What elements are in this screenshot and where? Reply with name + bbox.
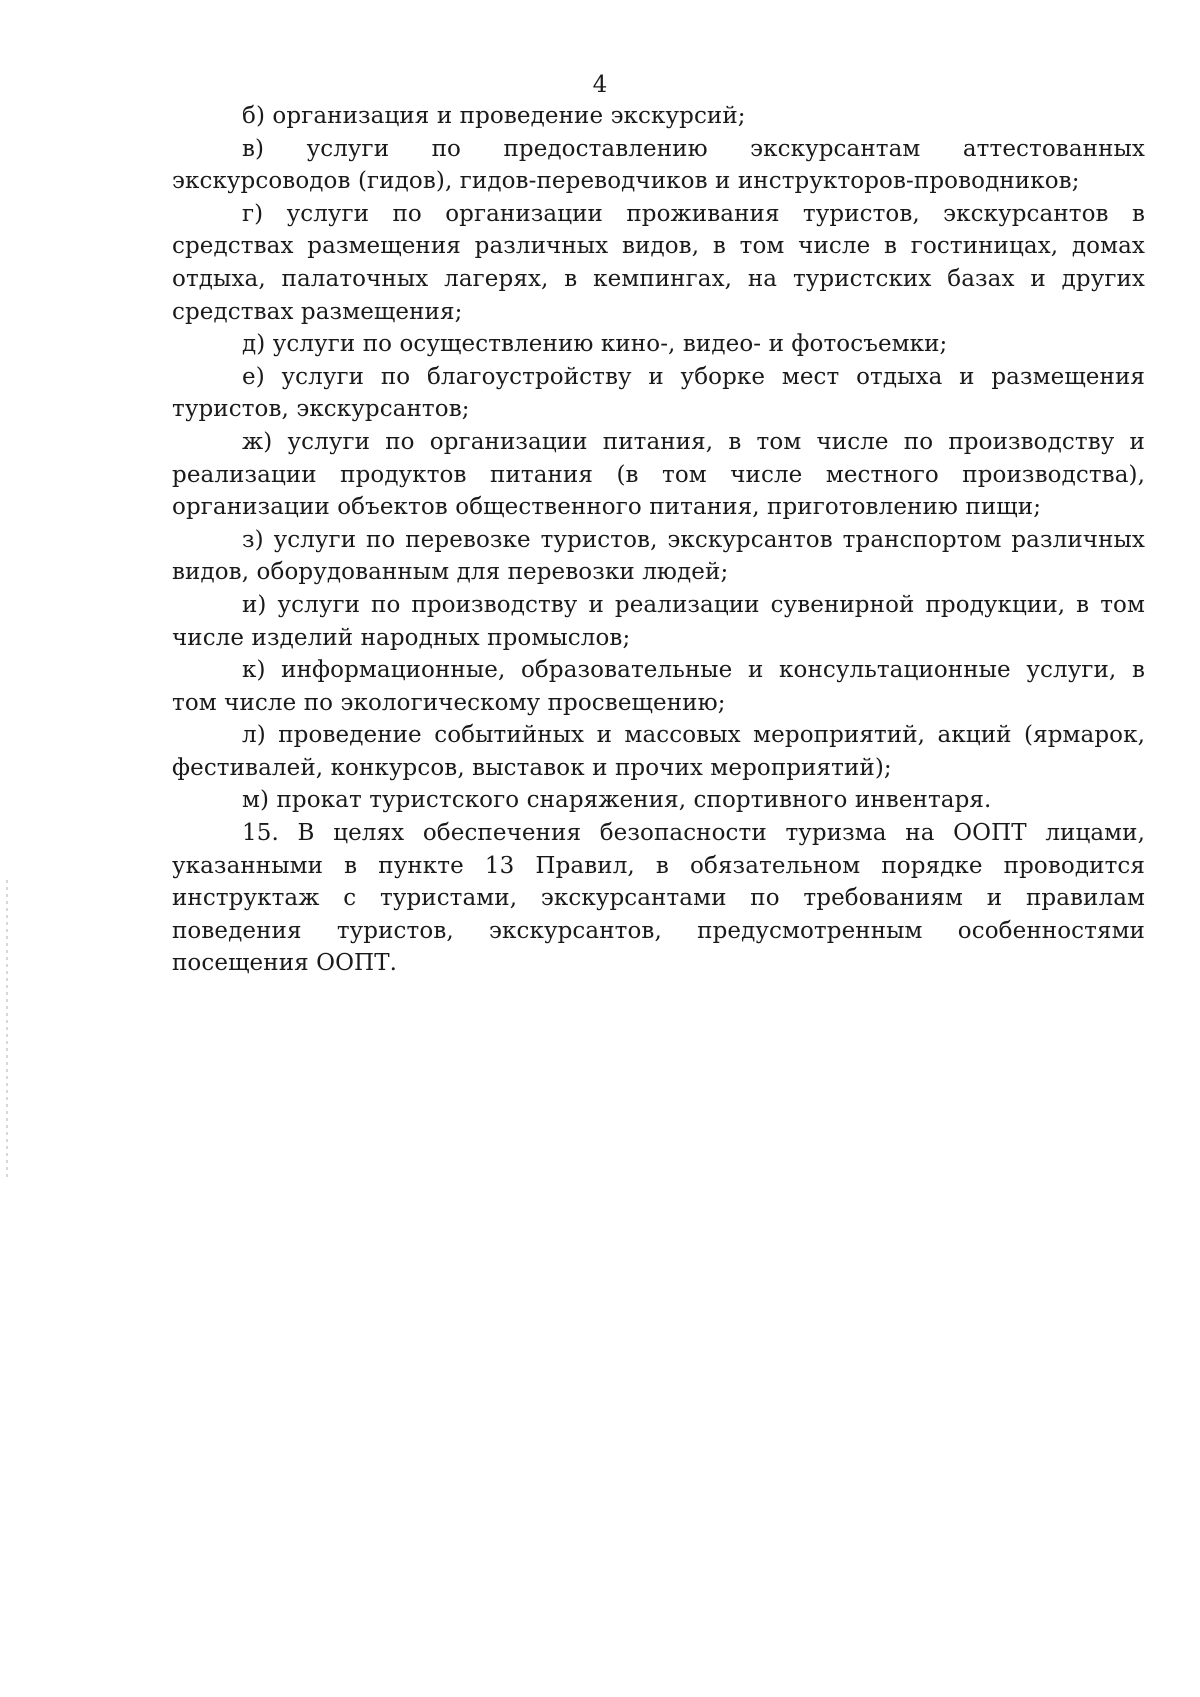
clause-15: 15. В целях обеспечения безопасности туризма на ООПТ лицами, указанными в пункте 13 Правил, в обязательном порядке проводится инструктаж с туристами, экскурсантами по требованиям и правилам поведения туристов, экскурсантов, предусмотренным особенностями посещения ООПТ. [172,820,1145,977]
list-item-d: д) услуги по осуществлению кино-, видео- и фотосъемки; [242,331,948,358]
list-item-l: л) проведение событийных и массовых мероприятий, акций (ярмарок, фестивалей, конкурсов, выставок и прочих мероприятий); [172,722,1145,781]
scan-margin-mark [6,880,8,1180]
list-item-i: и) услуги по производству и реализации сувенирной продукции, в том числе изделий народных промыслов; [172,591,1145,651]
list-item-zh: ж) услуги по организации питания, в том числе по производству и реализации продуктов питания (в том числе местного производства), организации объектов общественного питания, приготовлению пищи; [172,428,1145,521]
list-item-v: в) услуги по предоставлению экскурсантам аттестованных экскурсоводов (гидов), гидов-переводчиков и инструкторов-проводников; [172,135,1145,195]
page-number: 4 [592,72,608,98]
document-body [172,100,1145,980]
list-item-e: е) услуги по благоустройству и уборке мест отдыха и размещения туристов, экскурсантов; [172,363,1145,423]
list-item-m: м) прокат туристского снаряжения, спортивного инвентаря. [242,787,992,814]
list-item-b: б) организация и проведение экскурсий; [242,103,746,129]
list-item-g: г) услуги по организации проживания туристов, экскурсантов в средствах размещения различных видов, в том числе в гостиницах, домах отдыха, палаточных лагерях, в кемпингах, на туристских базах и других средствах размещения; [172,200,1145,325]
list-item-z: з) услуги по перевозке туристов, экскурсантов транспортом различных видов, оборудованным для перевозки людей; [172,526,1145,586]
list-item-k: к) информационные, образовательные и консультационные услуги, в том числе по экологическому просвещению; [172,657,1145,716]
